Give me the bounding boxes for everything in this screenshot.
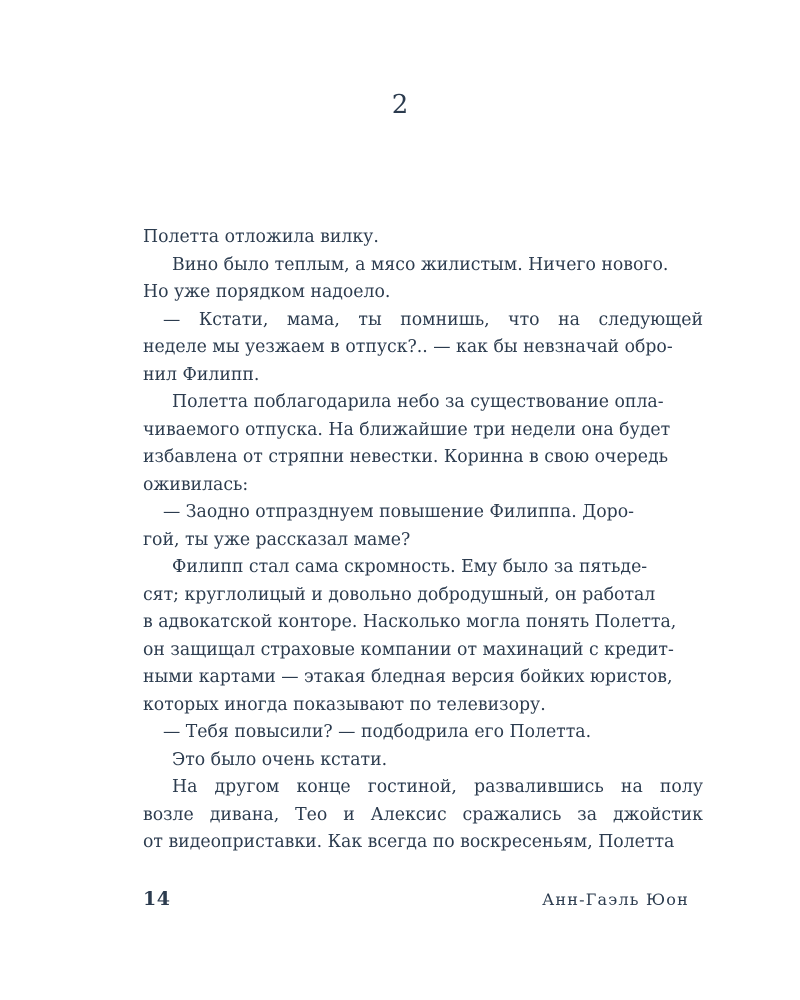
text-line: — Тебя повысили? — подбодрила его Полетта.: [163, 722, 592, 742]
text-line: Но уже порядком надоело.: [143, 282, 391, 302]
text-line: Филипп стал сама скромность. Ему было за пятьде-: [172, 557, 648, 577]
text-line: возле дивана, Тео и Алексис сражались за джойстик: [143, 804, 703, 825]
text-line: Это было очень кстати.: [172, 749, 388, 770]
text-line: избавлена от стряпни невестки. Коринна в свою очередь: [143, 447, 669, 467]
text-line: На другом конце гостиной, развалившись на полу: [172, 777, 703, 797]
text-line: сят; круглолицый и довольно добродушный, он работал: [143, 584, 656, 605]
page-footer: [143, 888, 689, 916]
running-head: Анн-Гаэль Юон: [542, 890, 689, 909]
text-line: он защищал страховые компании от махинаций с кредит-: [143, 639, 674, 660]
text-line: Вино было теплым, а мясо жилистым. Ничего нового.: [172, 254, 669, 275]
page-number: 14: [143, 888, 171, 910]
text-line: — Кстати, мама, ты помнишь, что на следующей: [163, 309, 703, 330]
text-line: Полетта отложила вилку.: [143, 227, 379, 247]
text-line: неделе мы уезжаем в отпуск?.. — как бы невзначай обро-: [143, 337, 673, 357]
body-text: [143, 224, 703, 857]
text-line: от видеоприставки. Как всегда по воскресеньям, Полетта: [143, 832, 675, 852]
text-line: — Заодно отпразднуем повышение Филиппа. Доро-: [163, 502, 634, 522]
text-line: ными картами — этакая бледная версия бойких юристов,: [143, 667, 673, 687]
text-line: чиваемого отпуска. На ближайшие три недели она будет: [143, 419, 671, 440]
text-line: которых иногда показывают по телевизору.: [143, 694, 546, 715]
text-line: нил Филипп.: [143, 364, 260, 385]
text-line: оживилась:: [143, 474, 249, 495]
text-line: гой, ты уже рассказал маме?: [143, 529, 411, 550]
text-line: Полетта поблагодарила небо за существование опла-: [172, 392, 664, 412]
text-line: в адвокатской конторе. Насколько могла понять Полетта,: [143, 612, 677, 632]
chapter-number: 2: [391, 90, 409, 120]
